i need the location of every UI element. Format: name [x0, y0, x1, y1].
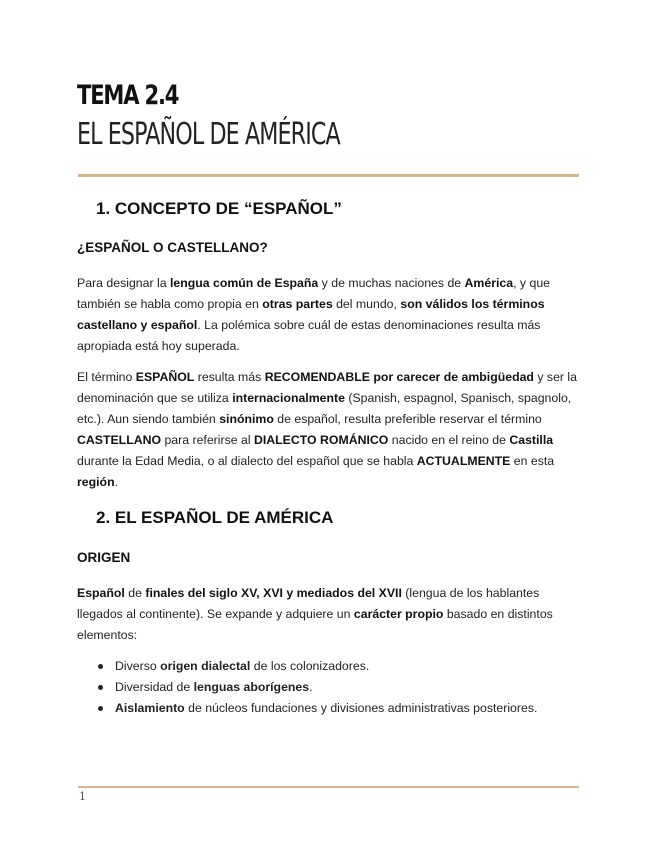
- section-2-heading: 2. EL ESPAÑOL DE AMÉRICA: [96, 508, 334, 527]
- page-number: 1: [79, 790, 86, 803]
- bold-term: Castilla: [509, 433, 554, 447]
- bold-term: lenguas aborígenes: [193, 680, 310, 694]
- bold-term: otras partes: [262, 297, 333, 311]
- document-title-line-1: TEMA 2.4: [77, 80, 179, 111]
- list-item-text: Diverso origen dialectal de los colonizadores.: [115, 659, 370, 673]
- bold-term: ESPAÑOL: [135, 370, 195, 384]
- bold-term: internacionalmente: [232, 391, 345, 405]
- bold-term: lengua común de España: [169, 276, 319, 290]
- list-item: [77, 677, 577, 698]
- list-item-text: Diversidad de lenguas aborígenes.: [115, 680, 313, 694]
- list-item-text: Aislamiento de núcleos fundaciones y divisiones administrativas posteriores.: [115, 701, 538, 715]
- bold-term: RECOMENDABLE por carecer de ambigüedad: [264, 370, 534, 384]
- list-item: [77, 698, 577, 719]
- bold-term: carácter propio: [353, 607, 444, 621]
- bold-term: ACTUALMENTE: [416, 454, 511, 468]
- bold-term: origen dialectal: [160, 659, 251, 673]
- bold-term: finales del siglo XV, XVI y mediados del XVII: [145, 586, 402, 600]
- section-1-heading: 1. CONCEPTO DE “ESPAÑOL”: [96, 199, 342, 218]
- bullet-icon: [98, 706, 103, 711]
- bold-term: DIALECTO ROMÁNICO: [253, 433, 389, 447]
- bold-term: son válidos los términos castellano y español: [77, 297, 545, 332]
- bold-term: Español: [77, 586, 125, 600]
- bullet-icon: [98, 685, 103, 690]
- title-divider: [78, 174, 579, 177]
- document-title-line-2: EL ESPAÑOL DE AMÉRICA: [77, 117, 340, 152]
- section-1-paragraph-1: Para designar la lengua común de España y de muchas naciones de América, y que también se habla como propia en otras partes del mundo, son válidos los términos castellano y español. La polémica sobre cuál de estas denominaciones resulta más apropiada está hoy superada.: [77, 276, 551, 353]
- bold-term: Aislamiento: [115, 701, 185, 715]
- bold-term: América: [464, 276, 514, 290]
- footer-divider: [78, 786, 579, 788]
- section-1-subheading: ¿ESPAÑOL O CASTELLANO?: [77, 240, 268, 255]
- bullet-icon: [98, 664, 103, 669]
- origin-elements-list: [77, 656, 577, 719]
- bold-term: región: [77, 475, 115, 489]
- section-2-paragraph-1: Español de finales del siglo XV, XVI y mediados del XVII (lengua de los hablantes llegados al continente). Se expande y adquiere un carácter propio basado en distintos elementos:: [77, 586, 553, 642]
- bold-term: sinónimo: [219, 412, 274, 426]
- bold-term: CASTELLANO: [77, 433, 162, 447]
- list-item: [77, 656, 577, 677]
- section-2-subheading: ORIGEN: [77, 550, 131, 565]
- section-1-paragraph-2: El término ESPAÑOL resulta más RECOMENDABLE por carecer de ambigüedad y ser la denominación que se utiliza internacionalmente (Spanish, espagnol, Spanisch, spagnolo, etc.). Aun siendo también sinónimo de español, resulta preferible reservar el término CASTELLANO para referirse al DIALECTO ROMÁNICO nacido en el reino de Castilla durante la Edad Media, o al dialecto del español que se habla ACTUALMENTE en esta región.: [77, 370, 577, 489]
